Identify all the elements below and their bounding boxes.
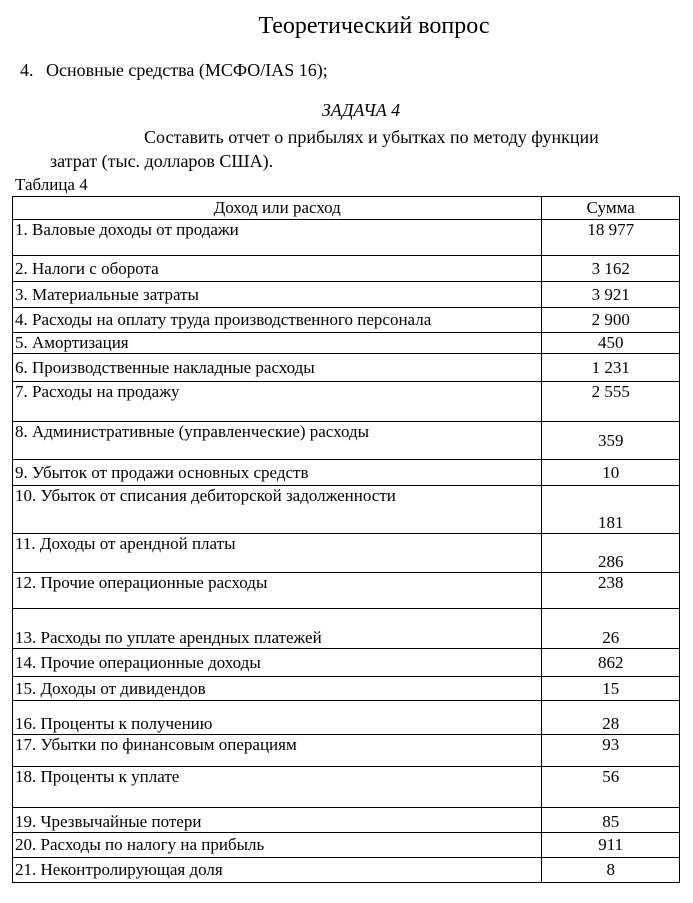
row-name: 2. Налоги с оборота xyxy=(13,256,542,282)
table-row xyxy=(13,858,680,883)
table-row xyxy=(13,220,680,256)
row-value: 911 xyxy=(542,833,680,858)
header-amount: Сумма xyxy=(542,197,680,220)
row-value: 286 xyxy=(542,534,680,573)
table-row xyxy=(13,256,680,282)
row-value: 93 xyxy=(542,735,680,767)
table-row xyxy=(13,534,680,573)
row-value: 56 xyxy=(542,767,680,808)
row-name: 21. Неконтролирующая доля xyxy=(13,858,542,883)
row-value: 8 xyxy=(542,858,680,883)
row-value: 3 162 xyxy=(542,256,680,282)
table-row xyxy=(13,460,680,486)
row-value: 26 xyxy=(542,609,680,649)
row-name: 8. Административные (управленческие) расходы xyxy=(13,422,542,460)
table-header-row xyxy=(13,197,680,220)
table-row xyxy=(13,735,680,767)
row-name: 10. Убыток от списания дебиторской задолженности xyxy=(13,486,542,534)
row-value: 1 231 xyxy=(542,354,680,382)
table-row xyxy=(13,573,680,609)
task-text-line-1: Составить отчет о прибылях и убытках по методу функции xyxy=(144,127,599,147)
row-name: 19. Чрезвычайные потери xyxy=(13,808,542,833)
question-text: Основные средства (МСФО/IAS 16); xyxy=(46,60,328,80)
income-expense-table xyxy=(12,196,680,883)
row-value: 862 xyxy=(542,649,680,677)
row-name: 11. Доходы от арендной платы xyxy=(13,534,542,573)
table-row xyxy=(13,609,680,649)
row-value: 15 xyxy=(542,677,680,701)
table-row xyxy=(13,382,680,422)
row-name: 14. Прочие операционные доходы xyxy=(13,649,542,677)
row-name: 3. Материальные затраты xyxy=(13,282,542,308)
table-row xyxy=(13,649,680,677)
table-row xyxy=(13,677,680,701)
table-row xyxy=(13,354,680,382)
row-name: 20. Расходы по налогу на прибыль xyxy=(13,833,542,858)
row-value: 359 xyxy=(542,422,680,460)
table-row xyxy=(13,808,680,833)
page-title: Теоретический вопрос xyxy=(258,13,490,39)
row-value: 3 921 xyxy=(542,282,680,308)
row-name: 13. Расходы по уплате арендных платежей xyxy=(13,609,542,649)
row-value: 2 555 xyxy=(542,382,680,422)
row-name: 12. Прочие операционные расходы xyxy=(13,573,542,609)
table-row xyxy=(13,486,680,534)
question-item xyxy=(20,58,328,82)
row-name: 15. Доходы от дивидендов xyxy=(13,677,542,701)
row-value: 450 xyxy=(542,333,680,354)
table-row xyxy=(13,422,680,460)
question-number: 4. xyxy=(20,60,34,80)
table-row xyxy=(13,701,680,735)
table-row xyxy=(13,308,680,333)
row-name: 4. Расходы на оплату труда производственного персонала xyxy=(13,308,542,333)
row-name: 5. Амортизация xyxy=(13,333,542,354)
row-name: 6. Производственные накладные расходы xyxy=(13,354,542,382)
task-text-line-2: затрат (тыс. долларов США). xyxy=(50,151,274,171)
row-name: 18. Проценты к уплате xyxy=(13,767,542,808)
table-row xyxy=(13,833,680,858)
table-row xyxy=(13,282,680,308)
row-value: 2 900 xyxy=(542,308,680,333)
row-value: 18 977 xyxy=(542,220,680,256)
row-value: 238 xyxy=(542,573,680,609)
header-income-expense: Доход или расход xyxy=(13,197,542,220)
table-row xyxy=(13,767,680,808)
row-value: 85 xyxy=(542,808,680,833)
row-value: 10 xyxy=(542,460,680,486)
task-title: ЗАДАЧА 4 xyxy=(321,100,401,120)
table-row xyxy=(13,333,680,354)
row-value: 28 xyxy=(542,701,680,735)
row-name: 17. Убытки по финансовым операциям xyxy=(13,735,542,767)
row-name: 9. Убыток от продажи основных средств xyxy=(13,460,542,486)
row-name: 7. Расходы на продажу xyxy=(13,382,542,422)
row-name: 16. Проценты к получению xyxy=(13,701,542,735)
table-label: Таблица 4 xyxy=(15,175,88,194)
row-value: 181 xyxy=(542,486,680,534)
row-name: 1. Валовые доходы от продажи xyxy=(13,220,542,256)
